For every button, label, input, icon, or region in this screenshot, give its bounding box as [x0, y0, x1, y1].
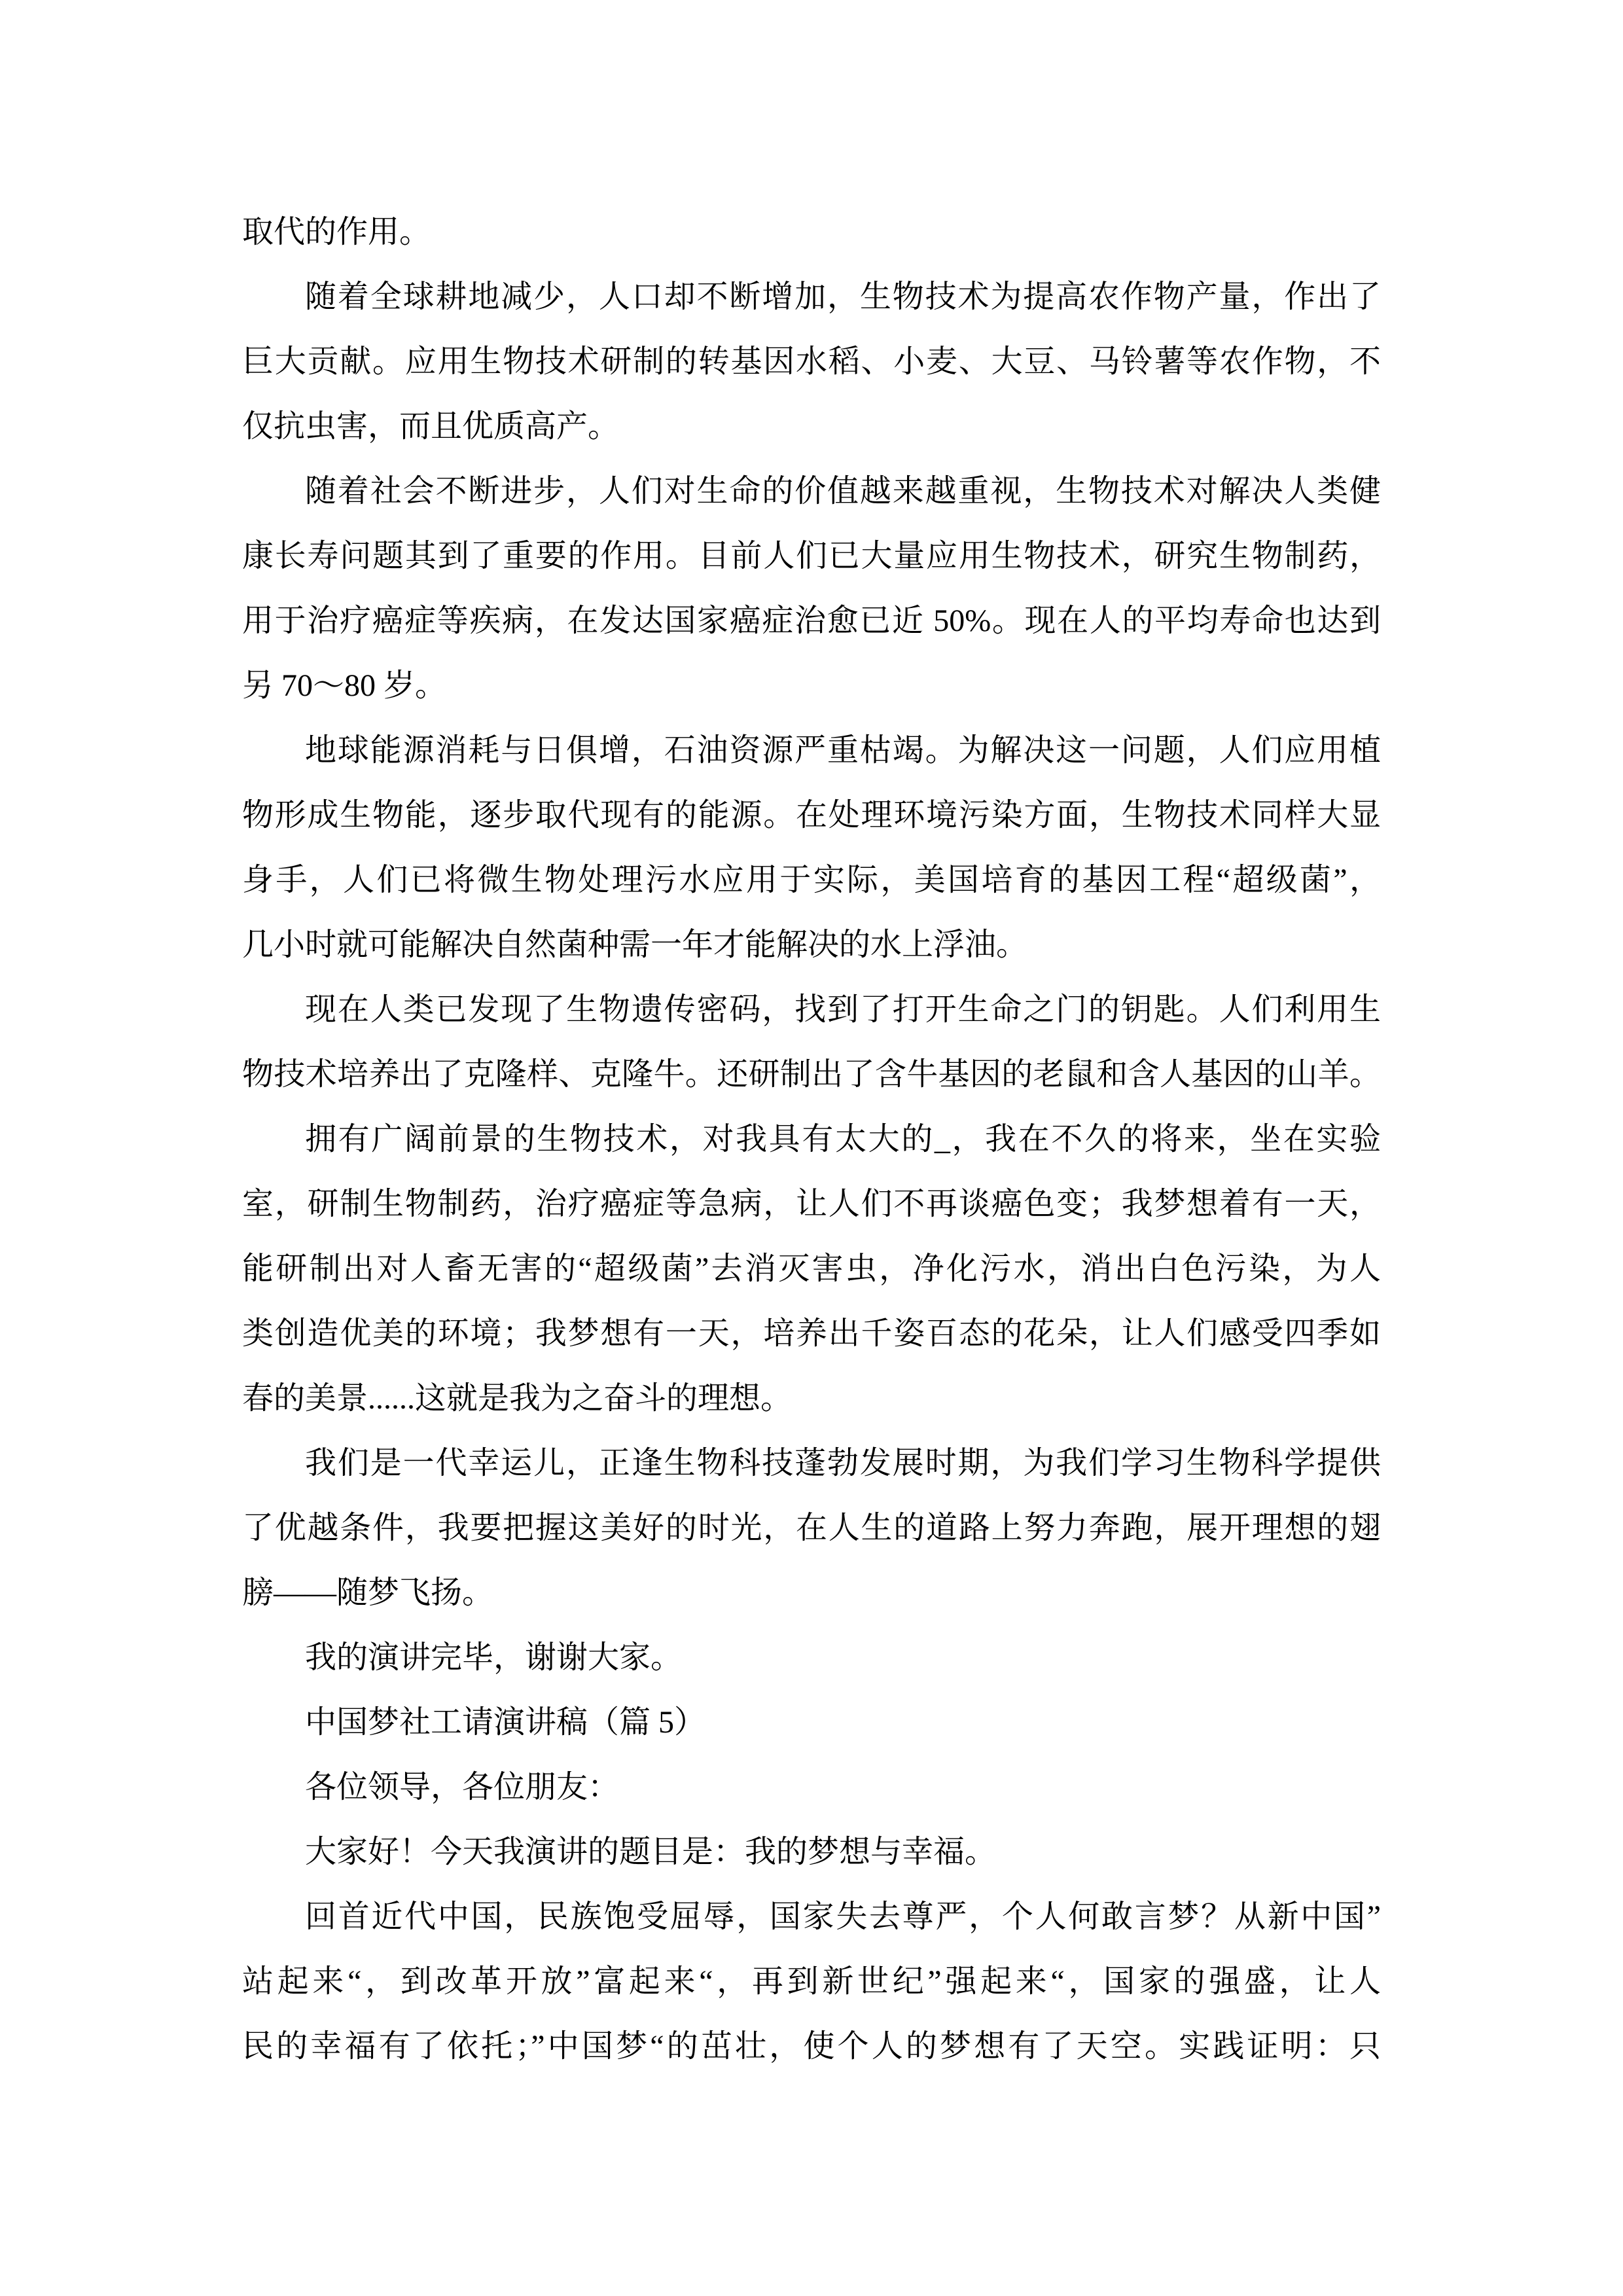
text-line: 我们是一代幸运儿，正逢生物科技蓬勃发展时期，为我们学习生物科学提供: [305, 1446, 1381, 1480]
text-line: 地球能源消耗与日俱增，石油资源严重枯竭。为解决这一问题，人们应用植: [305, 733, 1381, 768]
text-line: 中国梦社工请演讲稿（篇 5）: [305, 1705, 706, 1740]
text-line: 室，研制生物制药，治疗癌症等急病，让人们不再谈癌色变；我梦想着有一天，: [242, 1187, 1381, 1221]
text-line: 仅抗虫害，而且优质高产。: [242, 409, 620, 444]
text-line: 身手，人们已将微生物处理污水应用于实际，美国培育的基因工程“超级菌”，: [242, 863, 1381, 897]
text-line: 了优越条件，我要把握这美好的时光，在人生的道路上努力奔跑，展开理想的翅: [242, 1511, 1381, 1545]
text-line: 民的幸福有了依托；”中国梦“的茁壮，使个人的梦想有了天空。实践证明：只: [242, 2029, 1381, 2064]
text-line: 春的美景......这就是我为之奋斗的理想。: [242, 1381, 793, 1416]
text-line: 能研制出对人畜无害的“超级菌”去消灭害虫，净化污水，消出白色污染，为人: [242, 1251, 1381, 1286]
text-line: 物形成生物能，逐步取代现有的能源。在处理环境污染方面，生物技术同样大显: [242, 798, 1381, 833]
text-line: 几小时就可能解决自然菌种需一年才能解决的水上浮油。: [242, 927, 1028, 962]
text-line: 各位领导，各位朋友：: [305, 1770, 620, 1804]
text-line: 取代的作用。: [242, 215, 431, 249]
text-line: 随着全球耕地减少，人口却不断增加，生物技术为提高农作物产量，作出了: [305, 279, 1381, 314]
document-text-block: [242, 200, 1381, 2079]
text-line: 巨大贡献。应用生物技术研制的转基因水稻、小麦、大豆、马铃薯等农作物，不: [242, 344, 1381, 379]
text-line: 膀——随梦飞扬。: [242, 1575, 494, 1610]
text-line: 站起来“，到改革开放”富起来“，再到新世纪”强起来“，国家的强盛，让人: [242, 1964, 1381, 1999]
text-line: 物技术培养出了克隆样、克隆牛。还研制出了含牛基因的老鼠和含人基因的山羊。: [242, 1057, 1381, 1092]
text-line: 用于治疗癌症等疾病，在发达国家癌症治愈已近 50%。现在人的平均寿命也达到: [242, 603, 1381, 638]
text-line: 大家好！今天我演讲的题目是：我的梦想与幸福。: [305, 1835, 997, 1869]
text-line: 康长寿问题其到了重要的作用。目前人们已大量应用生物技术，研究生物制药，: [242, 539, 1381, 573]
text-line: 类创造优美的环境；我梦想有一天，培养出千姿百态的花朵，让人们感受四季如: [242, 1316, 1381, 1351]
text-line: 现在人类已发现了生物遗传密码，找到了打开生命之门的钥匙。人们利用生: [305, 992, 1381, 1027]
text-line: 另 70～80 岁。: [242, 668, 447, 703]
text-line: 拥有广阔前景的生物技术，对我具有太大的_，我在不久的将来，坐在实验: [305, 1122, 1381, 1157]
text-line: 我的演讲完毕，谢谢大家。: [305, 1640, 683, 1675]
text-line: 随着社会不断进步，人们对生命的价值越来越重视，生物技术对解决人类健: [305, 474, 1381, 509]
text-line: 回首近代中国，民族饱受屈辱，国家失去尊严，个人何敢言梦？从新中国”: [305, 1899, 1381, 1934]
